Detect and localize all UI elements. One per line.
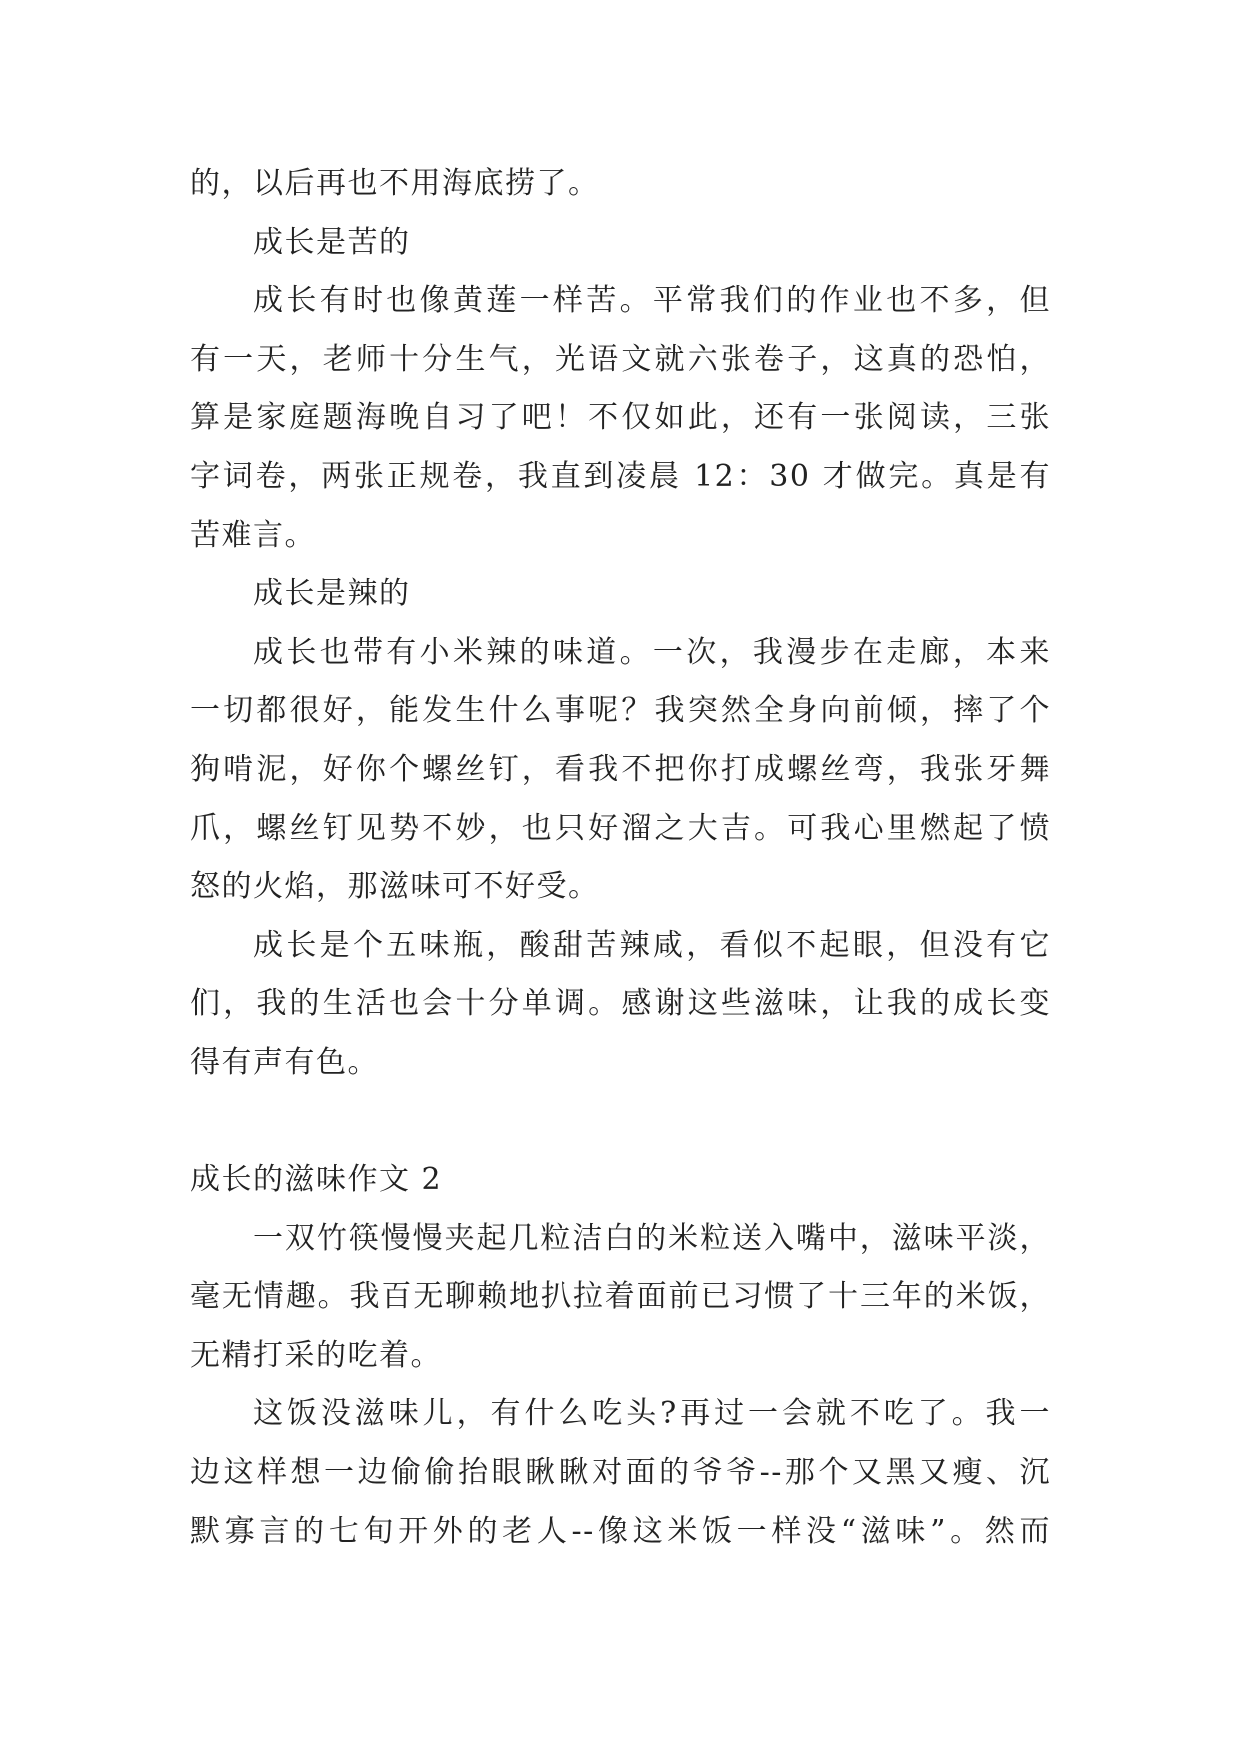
- article-1: [190, 155, 1051, 1093]
- paragraph-line: 无精打采的吃着。: [190, 1337, 442, 1373]
- paragraph-line: 有一天，老师十分生气，光语文就六张卷子，这真的恐怕，: [190, 341, 1051, 377]
- blank-line: [190, 1093, 1051, 1152]
- paragraph-line: 成长有时也像黄莲一样苦。平常我们的作业也不多，但: [253, 283, 1051, 319]
- paragraph-line: 得有声有色。: [190, 1044, 379, 1080]
- paragraph: [190, 155, 1051, 214]
- paragraph-line: 毫无情趣。我百无聊赖地扒拉着面前已习惯了十三年的米饭，: [190, 1279, 1051, 1315]
- paragraph-line: 成长是个五味瓶，酸甜苦辣咸，看似不起眼，但没有它: [253, 927, 1051, 963]
- paragraph-line: 字词卷，两张正规卷，我直到凌晨 12：30 才做完。真是有: [190, 458, 1051, 494]
- paragraph-line: 这饭没滋味儿，有什么吃头?再过一会就不吃了。我一: [253, 1396, 1051, 1432]
- section-heading: 成长是辣的: [253, 576, 411, 612]
- paragraph-line: 爪，螺丝钉见势不妙，也只好溜之大吉。可我心里燃起了愤: [190, 810, 1051, 846]
- document-page: [190, 155, 1051, 1561]
- paragraph-line: 算是家庭题海晚自习了吧！不仅如此，还有一张阅读，三张: [190, 400, 1051, 436]
- paragraph-line: 怒的火焰，那滋味可不好受。: [190, 869, 600, 905]
- paragraph-line: 成长也带有小米辣的味道。一次，我漫步在走廊，本来: [253, 634, 1051, 670]
- section-heading-spicy: [190, 565, 1051, 624]
- paragraph-line: 狗啃泥，好你个螺丝钉，看我不把你打成螺丝弯，我张牙舞: [190, 751, 1051, 787]
- paragraph-line: 默寡言的七旬开外的老人--像这米饭一样没“滋味”。然而: [190, 1513, 1051, 1549]
- paragraph: [190, 624, 1051, 917]
- paragraph-line: 边这样想一边偷偷抬眼瞅瞅对面的爷爷--那个又黑又瘦、沉: [190, 1455, 1051, 1491]
- paragraph-line: 一双竹筷慢慢夹起几粒洁白的米粒送入嘴中，滋味平淡，: [253, 1220, 1051, 1256]
- paragraph-line: 苦难言。: [190, 517, 316, 553]
- paragraph-line: 一切都很好，能发生什么事呢？我突然全身向前倾，摔了个: [190, 693, 1051, 729]
- article-2: [190, 1151, 1051, 1561]
- article-title: 成长的滋味作文 2: [190, 1162, 443, 1198]
- paragraph: [190, 1210, 1051, 1386]
- paragraph-line: 们，我的生活也会十分单调。感谢这些滋味，让我的成长变: [190, 986, 1051, 1022]
- section-heading-bitter: [190, 214, 1051, 273]
- paragraph: [190, 917, 1051, 1093]
- paragraph: [190, 272, 1051, 565]
- section-heading: 成长是苦的: [253, 224, 411, 260]
- paragraph-line: 的，以后再也不用海底捞了。: [190, 166, 600, 201]
- paragraph: [190, 1385, 1051, 1561]
